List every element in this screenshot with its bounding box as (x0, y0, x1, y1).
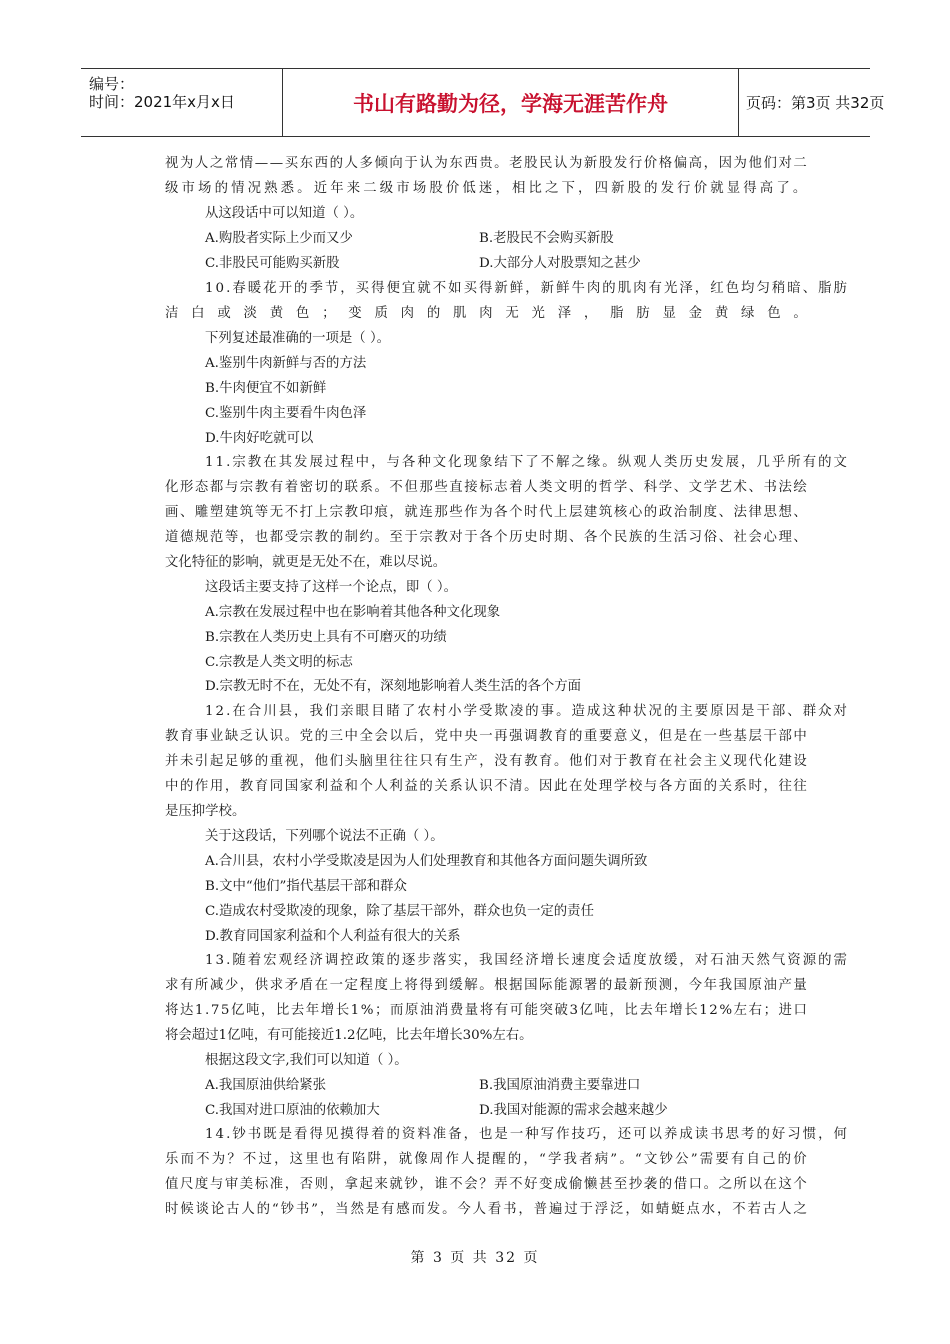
text-line: C.我国对进口原油的依赖加大 (205, 1103, 380, 1118)
text-line: 道德规范等，也都受宗教的制约。至于宗教对于各个历史时期、各个民族的生活习俗、社会心理、 (165, 530, 809, 545)
text-line: 文化特征的影响，就更是无处不在，难以尽说。 (165, 555, 447, 570)
text-line: D.牛肉好吃就可以 (205, 431, 314, 446)
text-line: 值尺度与审美标准，否则，拿起来就钞，谁不会？弄不好变成偷懒甚至抄袭的借口。之所以在这个 (165, 1177, 809, 1192)
text-line: 并未引起足够的重视，他们头脑里往往只有生产，没有教育。他们对于教育在社会主义现代化建设 (165, 754, 809, 769)
text-line: C.造成农村受欺凌的现象，除了基层干部外，群众也负一定的责任 (205, 904, 594, 919)
page-header (81, 68, 885, 137)
text-line: 将会超过1亿吨，有可能接近1.2亿吨，比去年增长30%左右。 (165, 1028, 533, 1043)
text-line: 化形态都与宗教有着密切的联系。不但那些直接标志着人类文明的哲学、科学、文学艺术、书法绘 (165, 480, 809, 495)
text-line: 10.春暖花开的季节，买得便宜就不如买得新鲜，新鲜牛肉的肌肉有光泽，红色均匀稍暗、脂肪 (205, 281, 849, 296)
text-line: D.教育同国家利益和个人利益有很大的关系 (205, 929, 461, 944)
text-line: A.合川县，农村小学受欺凌是因为人们处理教育和其他各方面问题失调所致 (205, 854, 648, 869)
text-line: C.宗教是人类文明的标志 (205, 655, 353, 670)
text-line: 级市场的情况熟悉。近年来二级市场股价低迷，相比之下，四新股的发行价就显得高了。 (165, 181, 810, 196)
text-line: D.宗教无时不在，无处不有，深刻地影响着人类生活的各个方面 (205, 679, 582, 694)
motto: 书山有路勤为径，学海无涯苦作舟 (353, 91, 668, 116)
text-line: 13.随着宏观经济调控政策的逐步落实，我国经济增长速度会适度放缓，对石油天然气资源的需 (205, 953, 849, 968)
text-line: A.鉴别牛肉新鲜与否的方法 (205, 356, 367, 371)
text-line: A.我国原油供给紧张 (205, 1078, 327, 1093)
text-line: 画、雕塑建筑等无不打上宗教印痕，就连那些作为各个时代上层建筑核心的政治制度、法律思想、 (165, 505, 809, 520)
text-line: 下列复述最准确的一项是（ ）。 (205, 331, 391, 346)
text-line: 时候谈论古人的“钞书”，当然是有感而发。今人看书，普遍过于浮泛，如蜻蜓点水，不若古人之 (165, 1202, 809, 1217)
text-line: 洁白或淡黄色；变质肉的肌肉无光泽，脂肪显金黄绿色。 (165, 306, 820, 321)
header-info-cell (81, 69, 282, 136)
header-page-cell (738, 69, 885, 136)
text-line: 是压抑学校。 (165, 804, 246, 819)
text-line: 从这段话中可以知道（ ）。 (205, 206, 364, 221)
text-line: 教育事业缺乏认识。党的三中全会以后，党中央一再强调教育的重要意义，但是在一些基层干部中 (165, 729, 809, 744)
text-line: 关于这段话，下列哪个说法不正确（ ）。 (205, 829, 444, 844)
text-line: C.鉴别牛肉主要看牛肉色泽 (205, 406, 367, 421)
text-line: B.牛肉便宜不如新鲜 (205, 381, 327, 396)
text-line: 12.在合川县，我们亲眼目睹了农村小学受欺凌的事。造成这种状况的主要原因是干部、群众对 (205, 704, 849, 719)
header-motto-cell (282, 69, 739, 136)
text-line: 14.钞书既是看得见摸得着的资料准备，也是一种写作技巧，还可以养成读书思考的好习惯，何 (205, 1127, 849, 1142)
text-line: 11.宗教在其发展过程中，与各种文化现象结下了不解之缘。纵观人类历史发展，几乎所有的文 (205, 455, 849, 470)
text-line: 根据这段文字,我们可以知道（ ）。 (205, 1053, 408, 1068)
document-number-label: 编号： (89, 75, 135, 93)
text-line: 中的作用，教育同国家利益和个人利益的关系认识不清。因此在处理学校与各方面的关系时，往往 (165, 779, 809, 794)
text-line: 乐而不为？不过，这里也有陷阱，就像周作人提醒的，“学我者病”。“文钞公”需要有自己的价 (165, 1152, 809, 1167)
text-line: 这段话主要支持了这样一个论点，即（ ）。 (205, 580, 457, 595)
text-line: A.购股者实际上少而又少 (205, 231, 353, 246)
document-date: 时间：2021年x月x日 (89, 93, 235, 111)
text-line: 视为人之常情——买东西的人多倾向于认为东西贵。老股民认为新股发行价格偏高，因为他们对二 (165, 156, 809, 171)
text-line: B.文中“他们”指代基层干部和群众 (205, 879, 407, 894)
text-line: D.我国对能源的需求会越来越少 (479, 1103, 668, 1118)
text-line: D.大部分人对股票知之甚少 (479, 256, 641, 271)
text-line: 将达1.75亿吨，比去年增长1%；而原油消费量将有可能突破3亿吨，比去年增长12%左右；进口 (165, 1003, 809, 1018)
text-line: B.老股民不会购买新股 (479, 231, 614, 246)
text-line: C.非股民可能购买新股 (205, 256, 340, 271)
text-line: B.我国原油消费主要靠进口 (479, 1078, 641, 1093)
text-line: B.宗教在人类历史上具有不可磨灭的功绩 (205, 630, 447, 645)
text-line: 求有所减少，供求矛盾在一定程度上将得到缓解。根据国际能源署的最新预测，今年我国原油产量 (165, 978, 809, 993)
text-line: A.宗教在发展过程中也在影响着其他各种文化现象 (205, 605, 501, 620)
page-footer: 第 3 页 共 32 页 (410, 1250, 540, 1266)
header-page-code: 页码：第3页 共32页 (746, 94, 885, 112)
